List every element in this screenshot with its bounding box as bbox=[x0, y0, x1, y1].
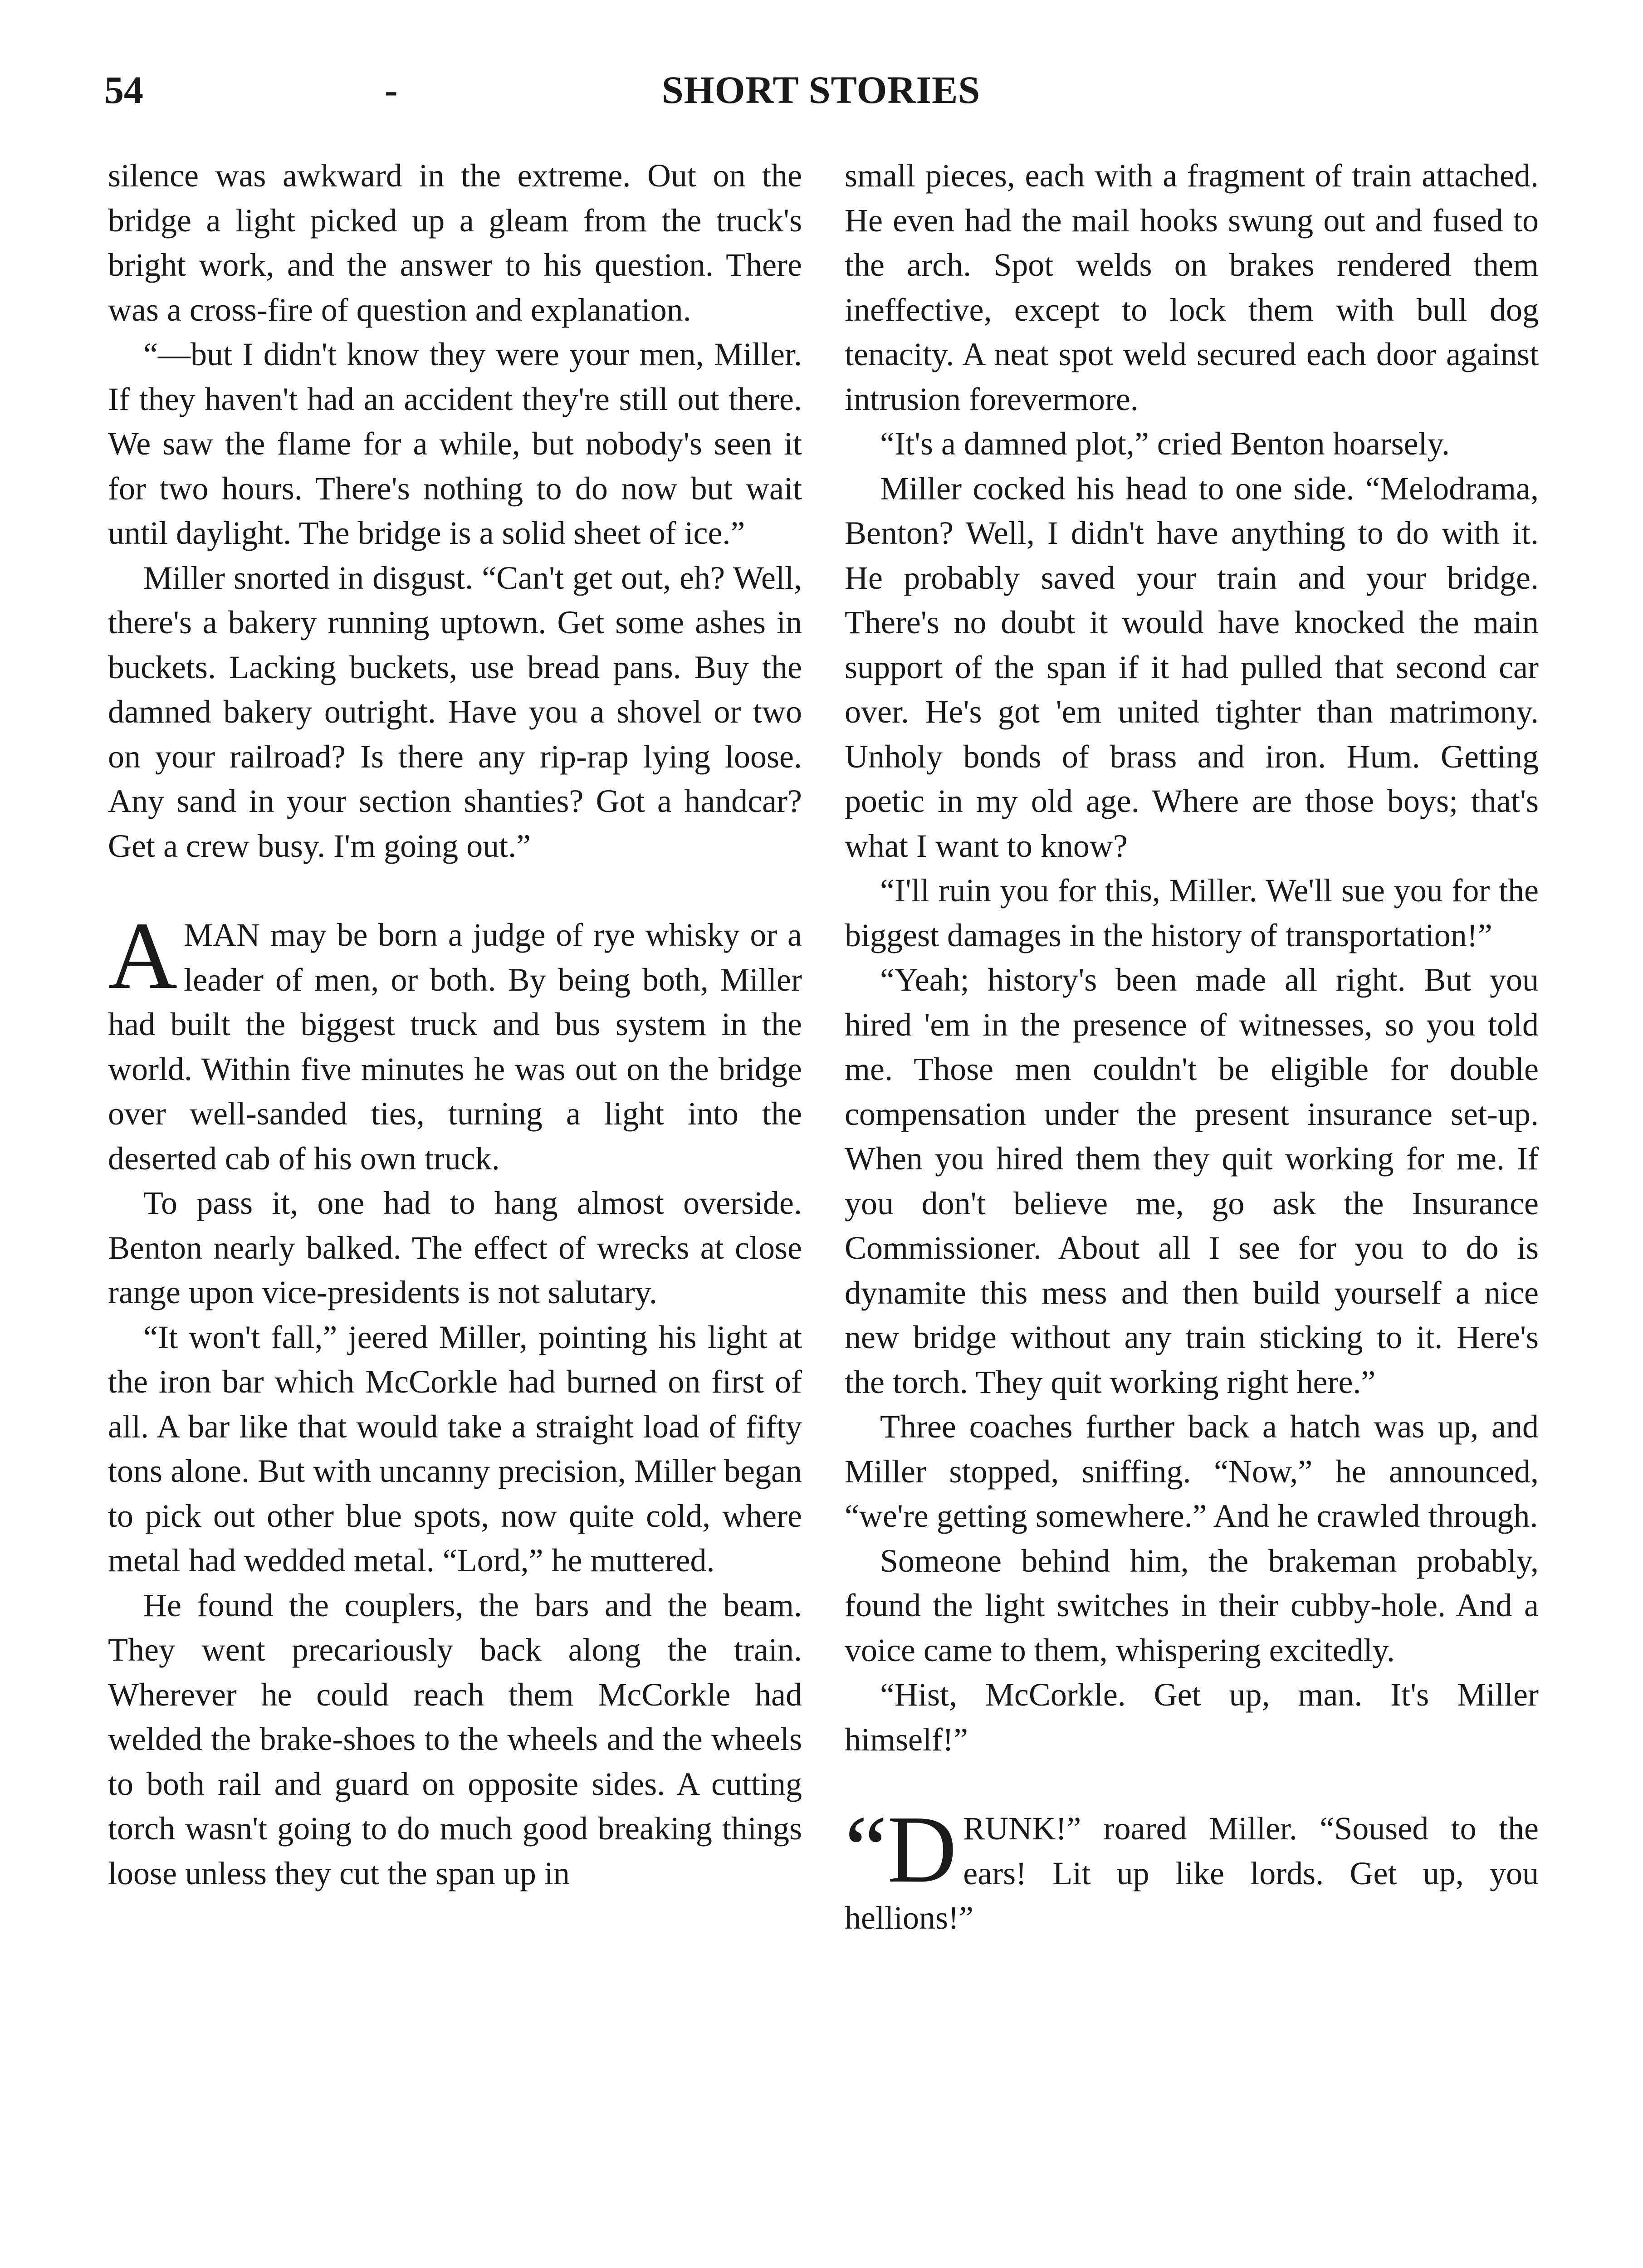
page-number: 54 bbox=[104, 68, 143, 112]
paragraph: “—but I didn't know they were your men, Miller. If they haven't had an accident they're still out there. We saw the flame for a while, but nobody's seen it for two hours. There's nothing to do now but wait until daylight. The bridge is a solid sheet of ice.” bbox=[108, 336, 802, 551]
paragraph: Miller cocked his head to one side. “Melodrama, Benton? Well, I didn't have anything to do with it. He probably saved your train and your bridge. There's no doubt it would have knocked the main support of the span if it had pulled that second car over. He's got 'em united tighter than matrimony. Unholy bonds of brass and iron. Hum. Getting poetic in my old age. Where are those boys; that's what I want to know? bbox=[845, 470, 1539, 864]
paragraph: He found the couplers, the bars and the beam. They went precariously back along the train. Wherever he could reach them McCorkle had welded the brake-shoes to the wheels and the wheels to both rail and guard on opposite sides. A cutting torch wasn't going to do much good breaking things loose unless they cut the span up in bbox=[108, 1587, 802, 1892]
right-column bbox=[845, 153, 1539, 2268]
drop-cap: A bbox=[108, 902, 178, 1009]
left-column bbox=[108, 153, 802, 2268]
paragraph: small pieces, each with a fragment of train attached. He even had the mail hooks swung out and fused to the arch. Spot welds on brakes rendered them ineffective, except to lock them with bull dog tenacity. A neat spot weld secured each door against intrusion forevermore. bbox=[845, 157, 1539, 417]
page-header bbox=[104, 67, 1538, 126]
running-title: SHORT STORIES bbox=[661, 68, 981, 112]
section-opening-paragraph bbox=[108, 902, 802, 1181]
paragraph: “Yeah; history's been made all right. But you hired 'em in the presence of witnesses, so you told me. Those men couldn't be eligible for double compensation under the present insurance set-up. When you hired them they quit working for me. If you don't believe me, go ask the Insurance Commissioner. About all I see for you to do is dynamite this mess and then build yourself a nice new bridge without any train sticking to it. Here's the torch. They quit working right here.” bbox=[845, 962, 1539, 1400]
paragraph: Three coaches further back a hatch was up, and Miller stopped, sniffing. “Now,” he announced, “we're getting somewhere.” And he crawled through. bbox=[845, 1408, 1539, 1534]
paragraph: “Hist, McCorkle. Get up, man. It's Miller himself!” bbox=[845, 1677, 1539, 1758]
paragraph: “It's a damned plot,” cried Benton hoarsely. bbox=[880, 425, 1450, 462]
paragraph-text: MAN may be born a judge of rye whisky or a leader of men, or both. By being both, Miller had built the biggest truck and bus system in the world. Within five minutes he was out on the bridge over well-sanded ties, turning a light into the deserted cab of his own truck. bbox=[108, 917, 802, 1177]
paragraph: To pass it, one had to hang almost overside. Benton nearly balked. The effect of wrecks at close range upon vice-presidents is not salutary. bbox=[108, 1185, 802, 1310]
paragraph: silence was awkward in the extreme. Out on the bridge a light picked up a gleam from the truck's bright work, and the answer to his question. There was a cross-fire of question and explanation. bbox=[108, 157, 802, 328]
paragraph: “It won't fall,” jeered Miller, pointing his light at the iron bar which McCorkle had burned on first of all. A bar like that would take a straight load of fifty tons alone. But with uncanny precision, Miller began to pick out other blue spots, now quite cold, where metal had wedded metal. “Lord,” he muttered. bbox=[108, 1319, 802, 1579]
header-dash: - bbox=[385, 68, 398, 112]
paragraph-text: RUNK!” roared Miller. “Soused to the ears! Lit up like lords. Get up, you hellions!” bbox=[845, 1810, 1539, 1936]
paragraph: Miller snorted in disgust. “Can't get out, eh? Well, there's a bakery running uptown. Get some ashes in buckets. Lacking buckets, use bread pans. Buy the damned bakery outright. Have you a shovel or two on your railroad? Is there any rip-rap lying loose. Any sand in your section shanties? Got a handcar? Get a crew busy. I'm going out.” bbox=[108, 559, 802, 864]
section-opening-paragraph bbox=[845, 1796, 1539, 1941]
drop-cap: “D bbox=[845, 1796, 957, 1902]
paragraph: “I'll ruin you for this, Miller. We'll sue you for the biggest damages in the history of transportation!” bbox=[845, 872, 1539, 953]
paragraph: Someone behind him, the brakeman probably, found the light switches in their cubby-hole. And a voice came to them, whispering excitedly. bbox=[845, 1542, 1539, 1668]
